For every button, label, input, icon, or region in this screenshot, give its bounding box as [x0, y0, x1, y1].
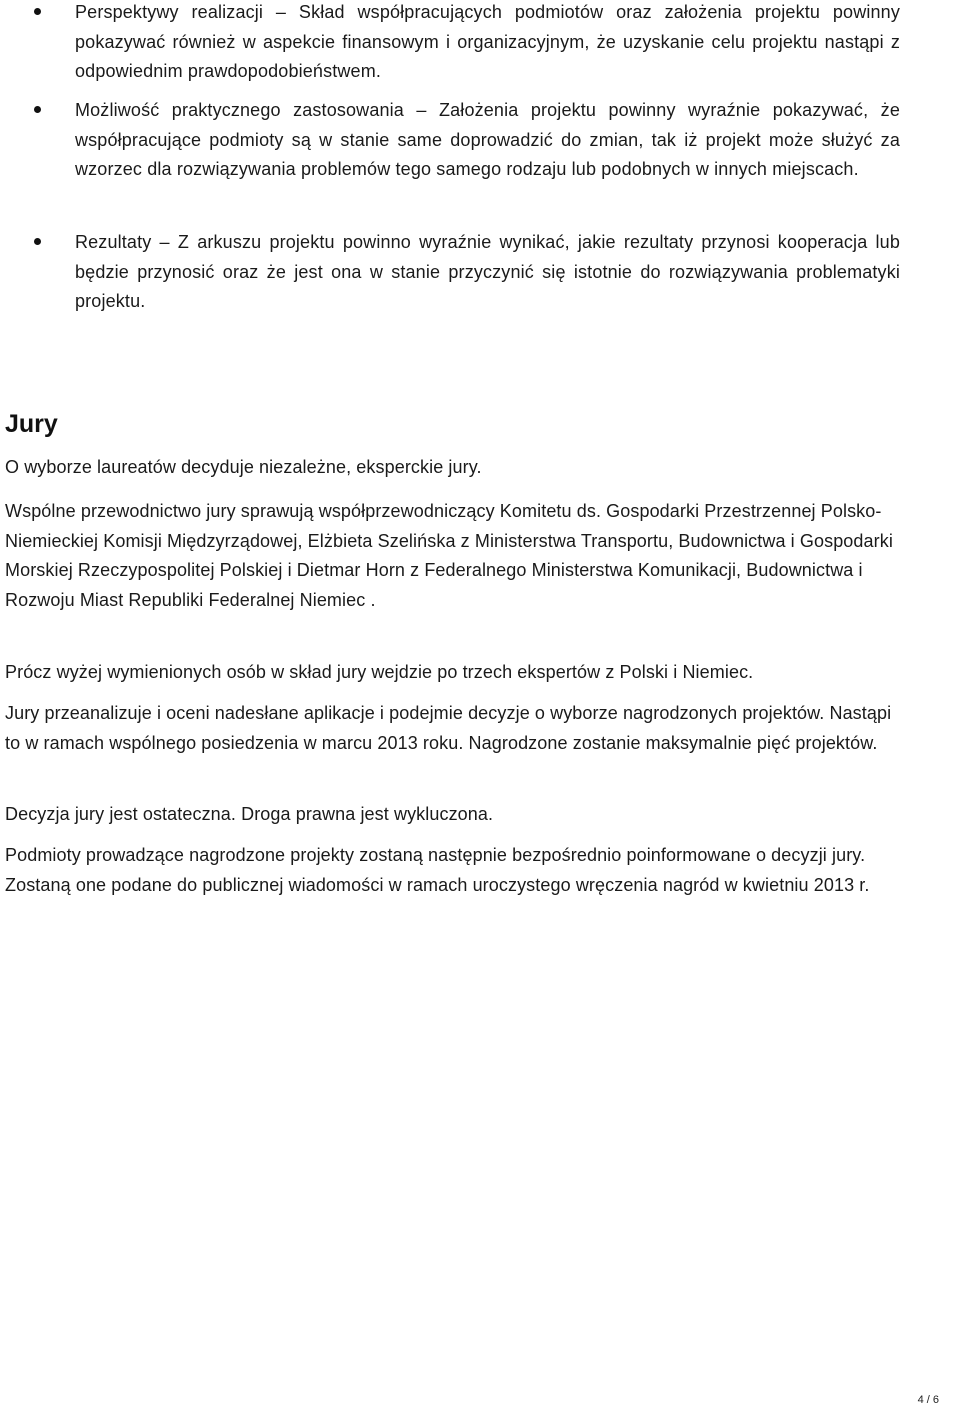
bullet-icon [34, 106, 41, 113]
page-number: 4 / 6 [917, 1394, 939, 1406]
paragraph: Wspólne przewodnictwo jury sprawują współprzewodniczący Komitetu ds. Gospodarki Przestrzennej Polsko-Niemieckiej Komisji Międzyrządowej, Elżbieta Szelińska z Ministerstwa Transportu, Budownictwa i Gospodarki Morskiej Rzeczypospolitej Polskiej i Dietmar Horn z Federalnego Ministerstwa Komunikacji, Budownictwa i Rozwoju Miast Republiki Federalnej Niemiec . [5, 501, 893, 610]
section-heading: Jury [5, 410, 58, 438]
bullet-text: Możliwość praktycznego zastosowania – Założenia projektu powinny wyraźnie pokazywać, że współpracujące podmioty są w stanie same doprowadzić do zmian, tak iż projekt może służyć za wzorzec dla rozwiązywania problemów tego samego rodzaju lub podobnych w innych miejscach. [75, 100, 900, 180]
paragraph: O wyborze laureatów decyduje niezależne, eksperckie jury. [5, 457, 482, 477]
paragraph: Decyzja jury jest ostateczna. Droga prawna jest wykluczona. [5, 804, 494, 824]
bullet-text: Rezultaty – Z arkuszu projektu powinno wyraźnie wynikać, jakie rezultaty przynosi kooperacja lub będzie przynosić oraz że jest ona w stanie przyczynić się istotnie do rozwiązywania problematyki projektu. [75, 232, 900, 312]
paragraph: Jury przeanalizuje i oceni nadesłane aplikacje i podejmie decyzje o wyborze nagrodzonych projektów. Nastąpi to w ramach wspólnego posiedzenia w marcu 2013 roku. Nagrodzone zostanie maksymalnie pięć projektów. [5, 703, 892, 753]
bullet-text: Perspektywy realizacji – Skład współpracujących podmiotów oraz założenia projektu powinny pokazywać również w aspekcie finansowym i organizacyjnym, że uzyskanie celu projektu nastąpi z odpowiednim prawdopodobieństwem. [75, 2, 900, 82]
bullet-icon [34, 238, 41, 245]
bullet-icon [34, 8, 41, 15]
paragraph: Prócz wyżej wymienionych osób w skład jury wejdzie po trzech ekspertów z Polski i Niemiec. [5, 662, 754, 682]
paragraph: Podmioty prowadzące nagrodzone projekty zostaną następnie bezpośrednio poinformowane o decyzji jury. Zostaną one podane do publicznej wiadomości w ramach uroczystego wręczenia nagród w kwietniu 2013 r. [5, 845, 870, 895]
